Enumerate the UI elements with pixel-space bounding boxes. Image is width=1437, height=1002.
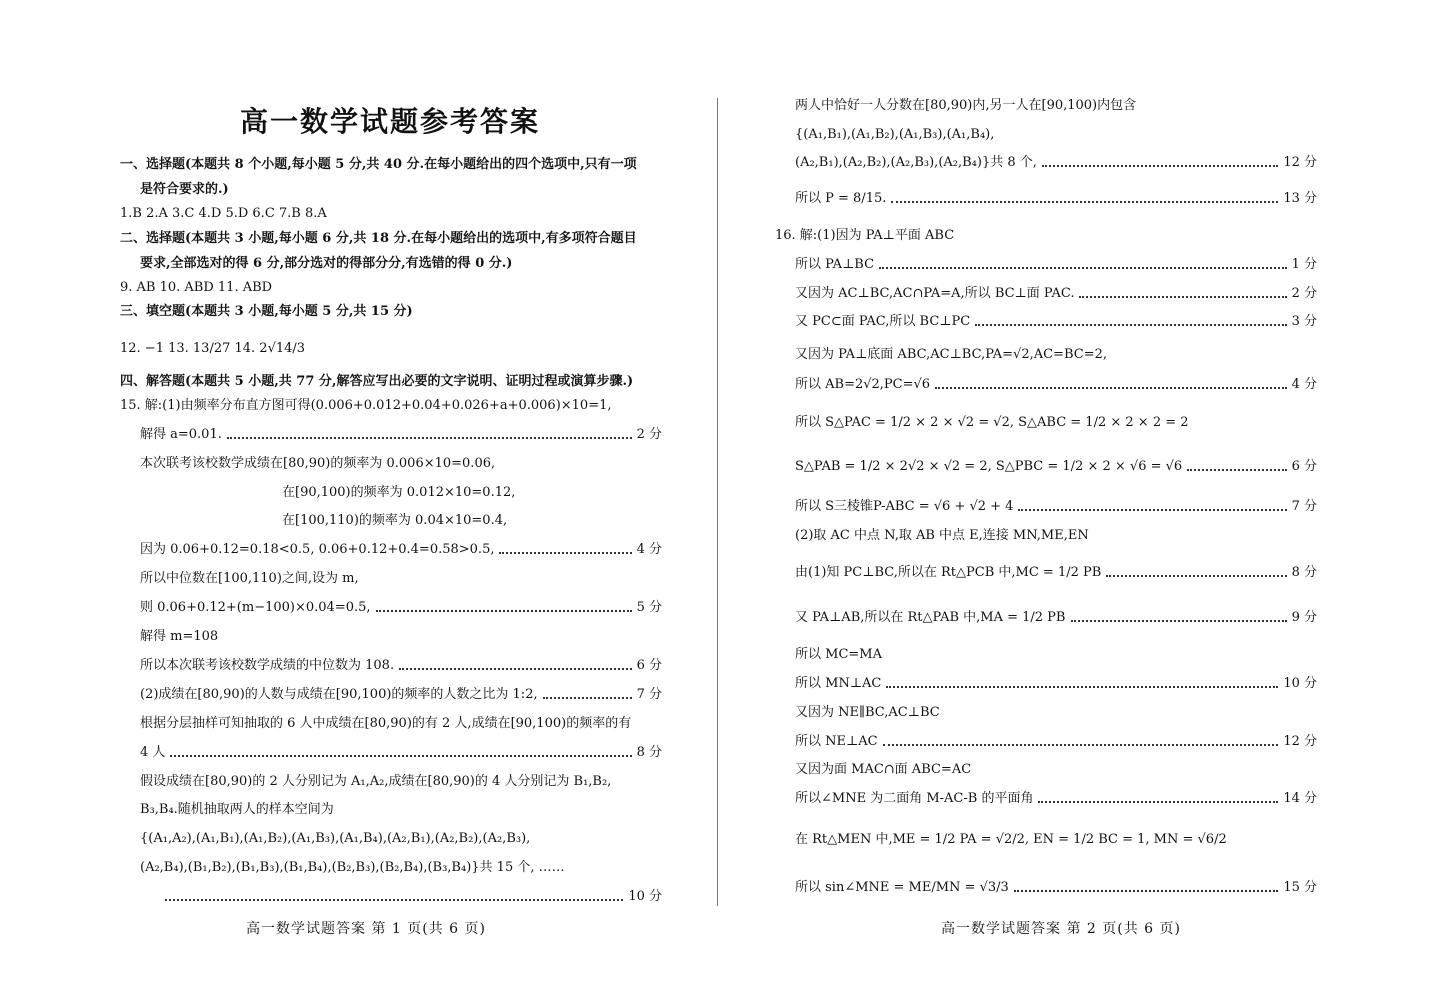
q15-line: 解得 m=108: [140, 629, 219, 644]
q15-step-text: 则 0.06+0.12+(m−100)×0.04=0.5,: [140, 600, 371, 615]
q16-score-row: [795, 313, 1317, 331]
q15-line: B₃,B₄.随机抽取两人的样本空间为: [140, 802, 334, 817]
points-label: 4 分: [636, 542, 662, 557]
q15-score-row: [140, 657, 662, 675]
q16-score-row: [795, 790, 1317, 808]
points-label: 2 分: [1291, 286, 1317, 301]
points-label: 15 分: [1283, 880, 1317, 895]
points-label: 5 分: [636, 600, 662, 615]
q15-score-row: [140, 744, 662, 762]
q16-line: 在 Rt△MEN 中,ME = 1/2 PA = √2/2, EN = 1/2 BC = 1, MN = √6/2: [795, 832, 1227, 847]
right-page: [719, 0, 1437, 1002]
page-divider: [717, 98, 718, 906]
points-label: 8 分: [1291, 565, 1317, 580]
points-label: 10 分: [628, 889, 662, 904]
q15-line: 根据分层抽样可知抽取的 6 人中成绩在[80,90)的有 2 人,成绩在[90,100)的频率的有: [140, 716, 632, 731]
q15-step-text: 因为 0.06+0.12=0.18<0.5, 0.06+0.12+0.4=0.58>0.5,: [140, 542, 495, 557]
q15-line: 假设成绩在[80,90)的 2 人分别记为 A₁,A₂,成绩在[80,90)的 4 人分别记为 B₁,B₂,: [140, 774, 612, 789]
points-label: 13 分: [1283, 191, 1317, 206]
leader-dots: [543, 697, 632, 699]
q15-step-text: (A₂,B₁),(A₂,B₂),(A₂,B₃),(A₂,B₄)}共 8 个,: [795, 155, 1037, 170]
q16-line: 所以 MC=MA: [795, 647, 882, 662]
points-label: 1 分: [1291, 257, 1317, 272]
q15-line: 15. 解:(1)由频率分布直方图可得(0.006+0.012+0.04+0.026+a+0.006)×10=1,: [120, 398, 612, 413]
page-title: 高一数学试题参考答案: [239, 105, 540, 138]
q16-step-text: 由(1)知 PC⊥BC,所以在 Rt△PCB 中,MC = 1/2 PB: [795, 565, 1102, 580]
q16-score-row: [795, 733, 1317, 751]
points-label: 12 分: [1283, 155, 1317, 170]
leader-dots: [1014, 890, 1279, 892]
points-label: 6 分: [1291, 459, 1317, 474]
q15-line: 在[100,110)的频率为 0.04×10=0.4,: [282, 513, 508, 528]
leader-dots: [170, 755, 631, 757]
q16-step-text: 所以 sin∠MNE = ME/MN = √3/3: [795, 880, 1009, 895]
leader-dots: [975, 324, 1286, 326]
q16-step-text: 又因为 AC⊥BC,AC∩PA=A,所以 BC⊥面 PAC.: [795, 286, 1075, 301]
q16-score-row: [795, 458, 1317, 476]
points-label: 3 分: [1291, 314, 1317, 329]
q15-step-text: 解得 a=0.01.: [140, 427, 222, 442]
q16-score-row: [795, 376, 1317, 394]
section-3-answers: 12. −1 13. 13/27 14. 2√14/3: [120, 341, 306, 356]
leader-dots: [886, 686, 1278, 688]
q15-score-row: [795, 190, 1317, 208]
leader-dots: [935, 387, 1287, 389]
points-label: 4 分: [1291, 377, 1317, 392]
section-1-answers: 1.B 2.A 3.C 4.D 5.D 6.C 7.B 8.A: [120, 206, 327, 221]
q15-line: 在[90,100)的频率为 0.012×10=0.12,: [282, 485, 516, 500]
q16-score-row: [795, 256, 1317, 274]
q16-score-row: [795, 285, 1317, 303]
q15-score-row: [795, 154, 1317, 172]
q16-step-text: 所以 MN⊥AC: [795, 676, 882, 691]
q16-line: 又因为 NE∥BC,AC⊥BC: [795, 705, 940, 720]
page-footer: 高一数学试题答案 第 1 页(共 6 页): [246, 921, 486, 937]
q15-step-text: 所以 P = 8/15.: [795, 191, 887, 206]
q15-score-row: [140, 686, 662, 704]
q16-line: 16. 解:(1)因为 PA⊥平面 ABC: [775, 228, 955, 243]
q15-score-row: [140, 426, 662, 444]
points-label: 6 分: [636, 658, 662, 673]
q16-score-row: [795, 675, 1317, 693]
leader-dots: [499, 552, 631, 554]
points-label: 10 分: [1283, 676, 1317, 691]
q16-step-text: 又 PC⊂面 PAC,所以 BC⊥PC: [795, 314, 971, 329]
section-4-heading: 四、解答题(本题共 5 小题,共 77 分,解答应写出必要的文字说明、证明过程或演算步骤.): [120, 374, 634, 389]
leader-dots: [1071, 620, 1287, 622]
leader-dots: [227, 437, 632, 439]
q15-score-row: [140, 599, 662, 617]
q15-score-row: [140, 541, 662, 559]
section-3-heading: 三、填空题(本题共 3 小题,每小题 5 分,共 15 分): [120, 304, 413, 319]
q15-continued-line: {(A₁,B₁),(A₁,B₂),(A₁,B₃),(A₁,B₄),: [795, 127, 995, 142]
section-2-answers: 9. AB 10. ABD 11. ABD: [120, 280, 273, 295]
q16-step-text: 所以 AB=2√2,PC=√6: [795, 377, 931, 392]
section-2-heading: 二、选择题(本题共 3 小题,每小题 6 分,共 18 分.在每小题给出的选项中,有多项符合题目: [120, 231, 637, 246]
points-label: 7 分: [1291, 499, 1317, 514]
q16-line: 所以 S△PAC = 1/2 × 2 × √2 = √2, S△ABC = 1/2 × 2 × 2 = 2: [795, 415, 1189, 430]
q16-step-text: 又 PA⊥AB,所以在 Rt△PAB 中,MA = 1/2 PB: [795, 610, 1066, 625]
q15-line: {(A₁,A₂),(A₁,B₁),(A₁,B₂),(A₁,B₃),(A₁,B₄),(A₂,B₁),(A₂,B₂),(A₂,B₃),: [140, 831, 531, 846]
q15-line: 本次联考该校数学成绩在[80,90)的频率为 0.006×10=0.06,: [140, 456, 496, 471]
left-page: [0, 0, 718, 1002]
points-label: 9 分: [1291, 610, 1317, 625]
q16-step-text: S△PAB = 1/2 × 2√2 × √2 = 2, S△PBC = 1/2 × 2 × √6 = √6: [795, 459, 1183, 474]
leader-dots: [165, 899, 623, 901]
q16-score-row: [795, 879, 1317, 897]
page-footer: 高一数学试题答案 第 2 页(共 6 页): [941, 921, 1181, 937]
q16-line: 又因为 PA⊥底面 ABC,AC⊥BC,PA=√2,AC=BC=2,: [795, 347, 1107, 362]
leader-dots: [1187, 469, 1286, 471]
q16-step-text: 所以 S三棱锥P-ABC = √6 + √2 + 4: [795, 499, 1014, 514]
points-label: 8 分: [636, 745, 662, 760]
q15-step-text: 4 人: [140, 745, 166, 760]
q16-score-row: [795, 498, 1317, 516]
q15-step-text: (2)成绩在[80,90)的人数与成绩在[90,100)的频率的人数之比为 1:2,: [140, 687, 538, 702]
q16-step-text: 所以∠MNE 为二面角 M-AC-B 的平面角: [795, 791, 1034, 806]
leader-dots: [1042, 165, 1278, 167]
leader-dots: [1018, 509, 1286, 511]
q15-continued-line: 两人中恰好一人分数在[80,90)内,另一人在[90,100)内包含: [795, 98, 1137, 113]
q16-line: (2)取 AC 中点 N,取 AB 中点 E,连接 MN,ME,EN: [795, 528, 1089, 543]
leader-dots: [1106, 575, 1286, 577]
points-label: 2 分: [636, 427, 662, 442]
section-2-heading-cont: 要求,全部选对的得 6 分,部分选对的得部分分,有选错的得 0 分.): [140, 256, 513, 271]
section-1-heading: 一、选择题(本题共 8 个小题,每小题 5 分,共 40 分.在每小题给出的四个选项中,只有一项: [120, 157, 637, 172]
q15-score-row: [160, 888, 662, 906]
leader-dots: [1079, 296, 1286, 298]
q15-step-text: 所以本次联考该校数学成绩的中位数为 108.: [140, 658, 395, 673]
q16-line: 又因为面 MAC∩面 ABC=AC: [795, 762, 972, 777]
leader-dots: [879, 267, 1287, 269]
q16-score-row: [795, 609, 1317, 627]
q16-step-text: 所以 NE⊥AC: [795, 734, 878, 749]
leader-dots: [1038, 801, 1278, 803]
leader-dots: [399, 668, 632, 670]
points-label: 14 分: [1283, 791, 1317, 806]
q16-step-text: 所以 PA⊥BC: [795, 257, 875, 272]
q15-line: 所以中位数在[100,110)之间,设为 m,: [140, 571, 359, 586]
leader-dots: [376, 610, 632, 612]
leader-dots: [883, 744, 1279, 746]
section-1-heading-cont: 是符合要求的.): [140, 182, 229, 197]
q16-score-row: [795, 564, 1317, 582]
points-label: 12 分: [1283, 734, 1317, 749]
points-label: 7 分: [636, 687, 662, 702]
leader-dots: [891, 201, 1278, 203]
q15-line: (A₂,B₄),(B₁,B₂),(B₁,B₃),(B₁,B₄),(B₂,B₃),(B₂,B₄),(B₃,B₄)}共 15 个, ……: [140, 860, 565, 875]
